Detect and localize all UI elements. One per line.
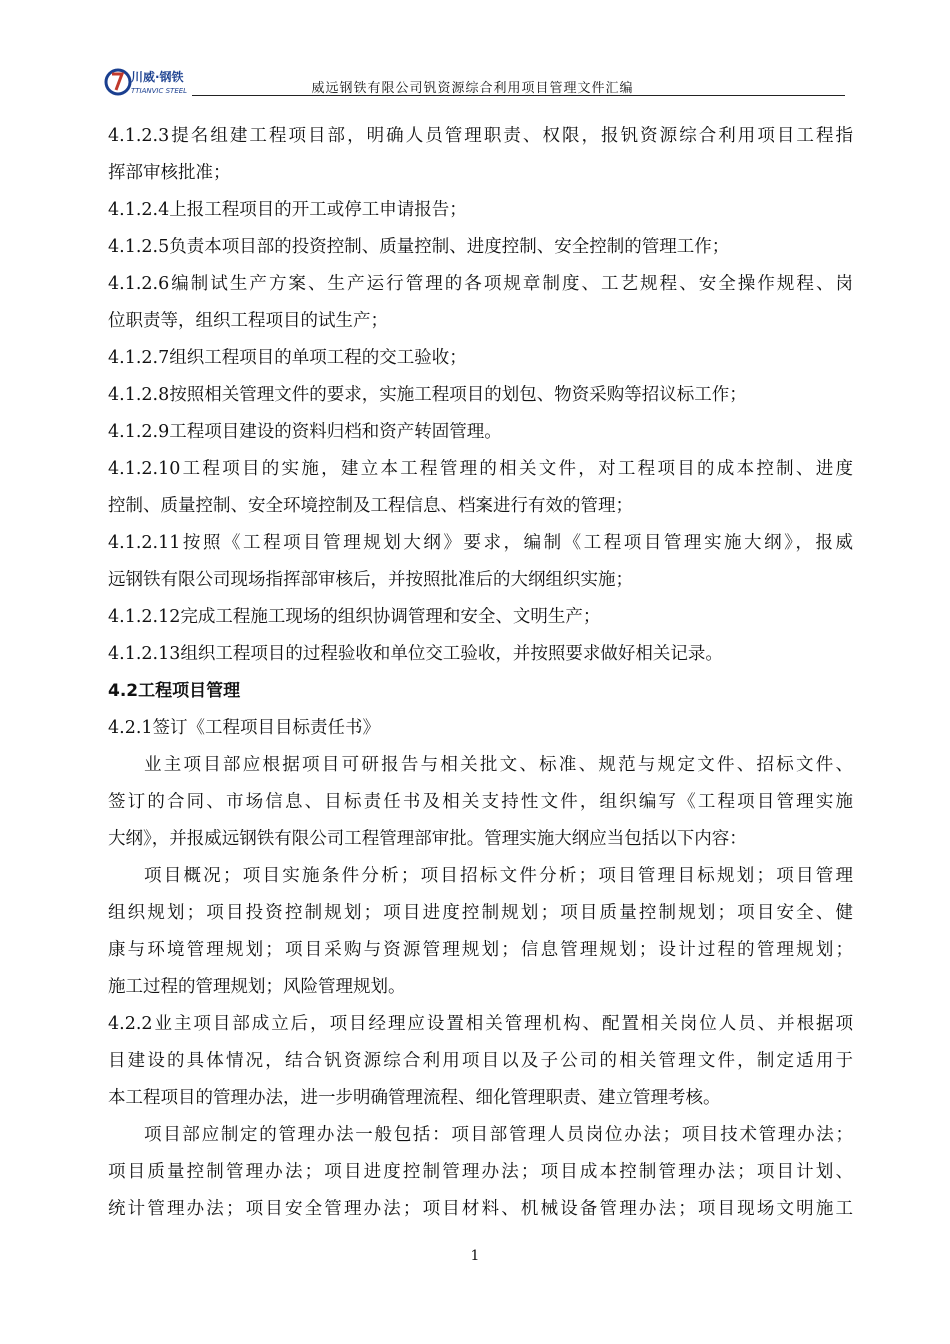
- page-number: 1: [470, 1248, 480, 1264]
- header-rule: [192, 95, 845, 96]
- text-line: 4.2.2业主项目部成立后，项目经理应设置相关管理机构、配置相关岗位人员、并根据项: [108, 1014, 853, 1034]
- text-line: 4.1.2.8按照相关管理文件的要求，实施工程项目的划包、物资采购等招议标工作；: [108, 385, 747, 405]
- text-line: 施工过程的管理规划；风险管理规划。: [108, 977, 406, 997]
- text-line: 项目质量控制管理办法；项目进度控制管理办法；项目成本控制管理办法；项目计划、: [108, 1162, 853, 1182]
- logo-cn-text: 川威·钢铁: [131, 70, 184, 84]
- text-line: 挥部审核批准；: [108, 163, 231, 183]
- text-line: 4.1.2.4上报工程项目的开工或停工申请报告；: [108, 200, 467, 220]
- text-line: 位职责等，组织工程项目的试生产；: [108, 311, 388, 331]
- text-line: 4.1.2.13组织工程项目的过程验收和单位交工验收，并按照要求做好相关记录。: [108, 644, 723, 664]
- logo-en-text: TTIANVIC STEEL: [131, 87, 188, 95]
- text-line: 组织规划；项目投资控制规划；项目进度控制规划；项目质量控制规划；项目安全、健: [108, 903, 853, 923]
- text-line: 4.1.2.6编制试生产方案、生产运行管理的各项规章制度、工艺规程、安全操作规程、岗: [108, 274, 853, 294]
- text-line: 本工程项目的管理办法，进一步明确管理流程、细化管理职责、建立管理考核。: [108, 1088, 721, 1108]
- text-line: 签订的合同、市场信息、目标责任书及相关支持性文件，组织编写《工程项目管理实施: [108, 792, 853, 812]
- text-line: 控制、质量控制、安全环境控制及工程信息、档案进行有效的管理；: [108, 496, 633, 516]
- text-line: 4.1.2.9工程项目建设的资料归档和资产转固管理。: [108, 422, 502, 442]
- page-header: [100, 64, 845, 100]
- text-line: 4.1.2.11按照《工程项目管理规划大纲》要求，编制《工程项目管理实施大纲》，报威: [108, 533, 853, 553]
- text-line: 项目部应制定的管理办法一般包括：项目部管理人员岗位办法；项目技术管理办法；: [144, 1125, 853, 1145]
- subsection-heading: 4.2.1签订《工程项目目标责任书》: [108, 718, 381, 738]
- text-line: 4.1.2.12完成工程施工现场的组织协调管理和安全、文明生产；: [108, 607, 601, 627]
- text-line: 康与环境管理规划；项目采购与资源管理规划；信息管理规划；设计过程的管理规划；: [108, 940, 853, 960]
- text-line: 4.1.2.7组织工程项目的单项工程的交工验收；: [108, 348, 467, 368]
- text-line: 4.1.2.5负责本项目部的投资控制、质量控制、进度控制、安全控制的管理工作；: [108, 237, 730, 257]
- text-line: 4.1.2.10工程项目的实施，建立本工程管理的相关文件，对工程项目的成本控制、进度: [108, 459, 853, 479]
- text-line: 项目概况；项目实施条件分析；项目招标文件分析；项目管理目标规划；项目管理: [144, 866, 853, 886]
- header-title: 威远钢铁有限公司钒资源综合利用项目管理文件汇编: [311, 81, 634, 96]
- text-line: 远钢铁有限公司现场指挥部审核后，并按照批准后的大纲组织实施；: [108, 570, 633, 590]
- text-line: 4.1.2.3提名组建工程项目部，明确人员管理职责、权限，报钒资源综合利用项目工程指: [108, 126, 853, 146]
- text-line: 统计管理办法；项目安全管理办法；项目材料、机械设备管理办法；项目现场文明施工: [108, 1199, 853, 1219]
- text-line: 目建设的具体情况，结合钒资源综合利用项目以及子公司的相关管理文件，制定适用于: [108, 1051, 853, 1071]
- text-line: 大纲》，并报威远钢铁有限公司工程管理部审批。管理实施大纲应当包括以下内容：: [108, 829, 747, 849]
- document-body: [108, 118, 853, 1228]
- section-heading: 4.2工程项目管理: [108, 681, 241, 701]
- text-line: 业主项目部应根据项目可研报告与相关批文、标准、规范与规定文件、招标文件、: [144, 755, 853, 775]
